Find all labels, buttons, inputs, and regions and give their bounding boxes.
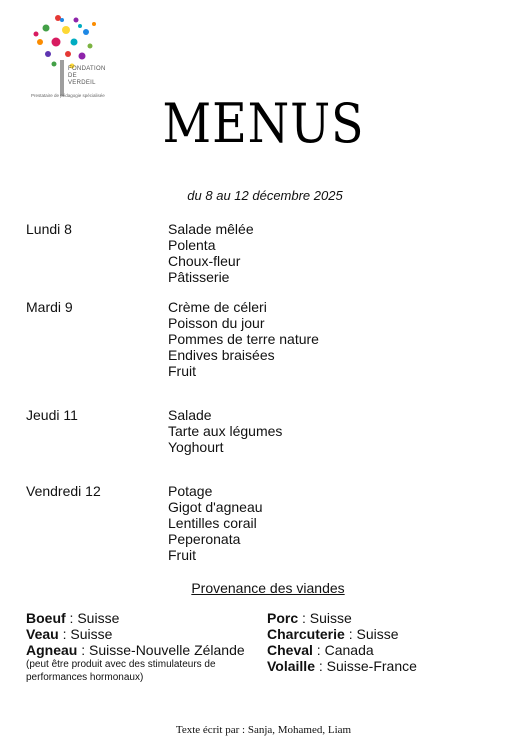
footer-credits: Texte écrit par : Sanja, Mohamed, Liam xyxy=(175,724,352,736)
logo-tagline: Prestataire de pédagogie spécialisée xyxy=(31,93,105,98)
page-title: MENUS xyxy=(162,92,365,155)
logo-dot xyxy=(60,18,64,22)
logo-dot xyxy=(52,62,57,67)
logo-name xyxy=(68,66,106,87)
dish: Pâtisserie xyxy=(168,269,230,285)
logo-dot xyxy=(78,24,82,28)
logo-name-line: VERDEIL xyxy=(68,80,96,86)
logo-trunk xyxy=(60,60,64,96)
meat-sep: : xyxy=(65,610,78,626)
meat-sep: : xyxy=(314,658,327,674)
dish: Salade xyxy=(168,407,212,423)
meat-sep: : xyxy=(58,626,71,642)
meat-name: Boeuf xyxy=(26,610,66,626)
meat-origin-row xyxy=(26,626,266,642)
meat-name: Agneau xyxy=(26,642,78,658)
logo-dot xyxy=(71,39,78,46)
logo-dot xyxy=(34,32,39,37)
dish: Endives braisées xyxy=(168,347,275,363)
meat-origin: Suisse xyxy=(356,626,399,642)
logo-dot xyxy=(83,29,89,35)
logo-dot xyxy=(43,25,50,32)
dish: Salade mêlée xyxy=(168,221,254,237)
meat-origin: Suisse-Nouvelle Zélande xyxy=(89,642,245,658)
meat-origin-row xyxy=(267,626,417,642)
day-label: Vendredi 12 xyxy=(26,483,101,499)
dish: Pommes de terre nature xyxy=(168,331,319,347)
meat-origin-row xyxy=(267,658,417,674)
logo-dot xyxy=(92,22,96,26)
dish-list xyxy=(168,299,319,379)
meat-origin: Suisse xyxy=(70,626,113,642)
meat-sep: : xyxy=(77,642,90,658)
meat-sep: : xyxy=(298,610,310,626)
meat-origin-list-right xyxy=(267,610,417,674)
provenance-title: Provenance des viandes xyxy=(191,580,345,596)
logo-name-line: FONDATION xyxy=(68,66,106,72)
meat-sep: : xyxy=(312,642,325,658)
meat-name: Charcuterie xyxy=(267,626,345,642)
meat-name: Porc xyxy=(267,610,299,626)
dish: Polenta xyxy=(168,237,216,253)
logo-dot xyxy=(79,53,86,60)
dish: Gigot d'agneau xyxy=(168,499,263,515)
meat-origin-row xyxy=(267,642,417,658)
meat-name: Volaille xyxy=(267,658,315,674)
logo-dot xyxy=(52,38,61,47)
dish: Yoghourt xyxy=(168,439,224,455)
logo-dot xyxy=(62,26,70,34)
day-label: Jeudi 11 xyxy=(26,407,78,423)
logo-name-line: DE xyxy=(68,73,77,79)
dish: Fruit xyxy=(168,363,196,379)
logo-dot xyxy=(65,51,71,57)
dish: Fruit xyxy=(168,547,196,563)
dish: Poisson du jour xyxy=(168,315,265,331)
dish: Choux-fleur xyxy=(168,253,241,269)
logo-dot xyxy=(88,44,93,49)
day-label: Mardi 9 xyxy=(26,299,73,315)
dish: Peperonata xyxy=(168,531,241,547)
meat-origin-list-left xyxy=(26,610,266,684)
dish: Crème de céleri xyxy=(168,299,267,315)
date-range: du 8 au 12 décembre 2025 xyxy=(187,188,343,203)
meat-name: Veau xyxy=(26,626,59,642)
logo-dot xyxy=(74,18,79,23)
dish-list xyxy=(168,221,254,285)
hormone-note: (peut être produit avec des stimulateurs de performances hormonaux) xyxy=(26,659,216,683)
meat-origin: Suisse-France xyxy=(326,658,417,674)
day-label: Lundi 8 xyxy=(26,221,72,237)
fondation-logo xyxy=(28,12,118,102)
meat-sep: : xyxy=(344,626,357,642)
dish: Tarte aux légumes xyxy=(168,423,283,439)
logo-dot xyxy=(37,39,43,45)
meat-origin-row xyxy=(267,610,417,626)
meat-origin-row xyxy=(26,610,266,626)
logo-dot xyxy=(45,51,51,57)
dish: Lentilles corail xyxy=(168,515,257,531)
meat-origin: Canada xyxy=(324,642,374,658)
meat-origin-row xyxy=(26,642,266,658)
dish: Potage xyxy=(168,483,213,499)
meat-origin: Suisse xyxy=(309,610,352,626)
dish-list xyxy=(168,483,263,563)
dish-list xyxy=(168,407,282,455)
meat-name: Cheval xyxy=(267,642,313,658)
meat-origin: Suisse xyxy=(77,610,120,626)
